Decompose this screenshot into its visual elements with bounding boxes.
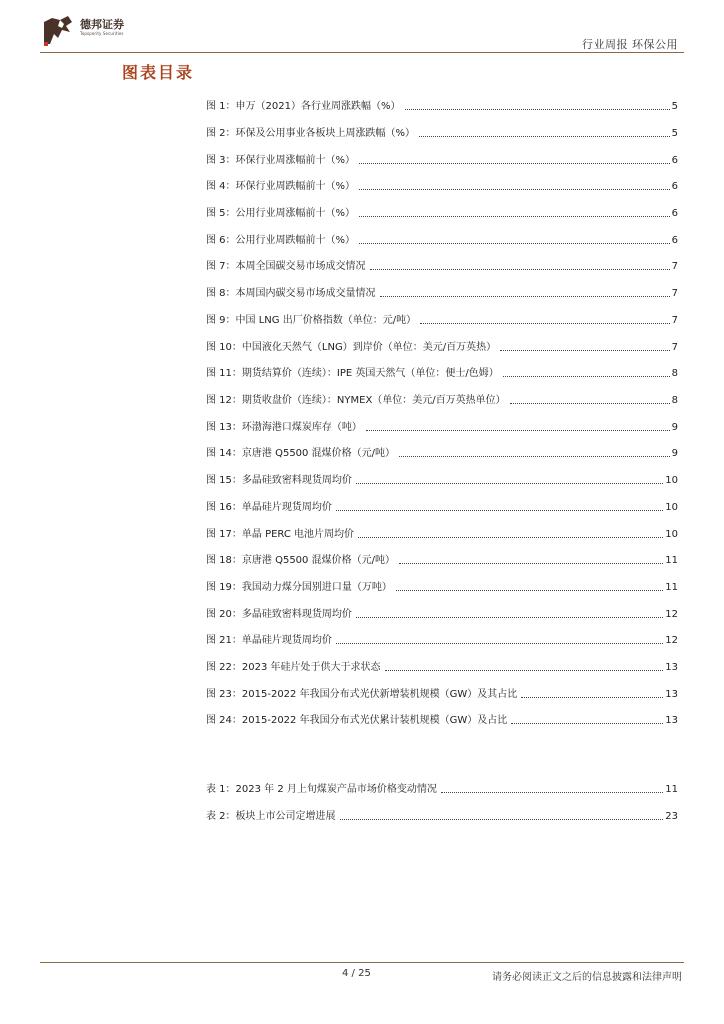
toc-entry-figure-24[interactable] [206,713,678,727]
toc-entry-page: 10 [665,529,678,540]
toc-entry-figure-19[interactable] [206,580,678,594]
toc-entry-label: 图 3：环保行业周涨幅前十（%） [206,155,356,166]
toc-entry-label: 图 17：单晶 PERC 电池片周均价 [206,529,355,540]
toc-dot-leader [419,136,670,137]
toc-entry-figure-14[interactable] [206,446,678,460]
toc-dot-leader [500,350,670,351]
toc-entry-figure-17[interactable] [206,527,678,541]
toc-entry-figure-12[interactable] [206,393,678,407]
toc-entry-figure-16[interactable] [206,500,678,514]
toc-dot-leader [359,189,670,190]
toc-entry-page: 11 [665,582,678,593]
toc-entry-label: 表 1：2023 年 2 月上旬煤炭产品市场价格变动情况 [206,784,437,795]
toc-entry-page: 6 [671,235,678,246]
toc-entry-label: 图 10：中国液化天然气（LNG）到岸价（单位：美元/百万英热） [206,342,497,353]
toc-entry-figure-11[interactable] [206,366,678,380]
toc-dot-leader [399,456,670,457]
toc-entry-figure-7[interactable] [206,259,678,273]
toc-entry-label: 图 1：申万（2021）各行业周涨跌幅（%） [206,101,401,112]
company-name-en: Topsperity Securities [80,31,124,36]
toc-entry-page: 8 [671,368,678,379]
page-number: 4 / 25 [342,968,371,979]
legal-disclaimer: 请务必阅读正文之后的信息披露和法律声明 [492,972,682,983]
toc-entry-page: 9 [671,422,678,433]
company-name: 德邦证券 [80,18,124,31]
toc-entry-label: 图 14：京唐港 Q5500 混煤价格（元/吨） [206,448,395,459]
toc-entry-page: 8 [671,395,678,406]
toc-entry-figure-22[interactable] [206,660,678,674]
toc-dot-leader [521,697,663,698]
toc-entry-page: 6 [671,181,678,192]
toc-dot-leader [359,216,670,217]
toc-entry-label: 图 19：我国动力煤分国别进口量（万吨） [206,582,392,593]
toc-dot-leader [385,670,664,671]
toc-dot-leader [503,376,670,377]
toc-entry-label: 图 13：环渤海港口煤炭库存（吨） [206,422,362,433]
toc-entry-page: 12 [665,635,678,646]
toc-entry-figure-5[interactable] [206,206,678,220]
toc-entry-page: 9 [671,448,678,459]
toc-entry-label: 图 5：公用行业周涨幅前十（%） [206,208,356,219]
toc-entry-label: 图 4：环保行业周跌幅前十（%） [206,181,356,192]
toc-entry-page: 23 [665,811,678,822]
toc-entry-figure-6[interactable] [206,233,678,247]
toc-dot-leader [420,323,670,324]
toc-dot-leader [340,819,664,820]
toc-entry-figure-4[interactable] [206,179,678,193]
toc-dot-leader [370,269,670,270]
toc-entry-figure-8[interactable] [206,286,678,300]
toc-dot-leader [366,430,670,431]
toc-dot-leader [359,163,670,164]
toc-dot-leader [405,109,670,110]
toc-entry-label: 图 2：环保及公用事业各板块上周涨跌幅（%） [206,128,416,139]
toc-entry-figure-1[interactable] [206,99,678,113]
toc-entry-page: 13 [665,662,678,673]
footer-divider [40,962,684,963]
toc-entry-label: 图 11：期货结算价（连续）：IPE 英国天然气（单位：便士/色姆） [206,368,499,379]
toc-dot-leader [380,296,670,297]
toc-entry-page: 7 [671,261,678,272]
toc-entry-label: 图 24：2015-2022 年我国分布式光伏累计装机规模（GW）及占比 [206,715,508,726]
toc-dot-leader [356,617,663,618]
toc-entry-page: 5 [671,128,678,139]
toc-entry-page: 11 [665,555,678,566]
toc-entry-figure-15[interactable] [206,473,678,487]
toc-entry-page: 7 [671,315,678,326]
toc-entry-page: 12 [665,609,678,620]
toc-entry-label: 图 12：期货收盘价（连续）：NYMEX（单位：美元/百万英热单位） [206,395,506,406]
toc-entry-figure-9[interactable] [206,313,678,327]
toc-entry-label: 图 8：本周国内碳交易市场成交量情况 [206,288,376,299]
toc-entry-page: 13 [665,689,678,700]
toc-entry-figure-20[interactable] [206,607,678,621]
toc-entry-label: 图 16：单晶硅片现货周均价 [206,502,332,513]
toc-entry-label: 图 22：2023 年硅片处于供大于求状态 [206,662,381,673]
toc-entry-figure-23[interactable] [206,687,678,701]
toc-dot-leader [441,792,663,793]
toc-entry-label: 图 7：本周全国碳交易市场成交情况 [206,261,366,272]
toc-entry-label: 图 9：中国 LNG 出厂价格指数（单位：元/吨） [206,315,417,326]
toc-entry-page: 11 [665,784,678,795]
toc-entry-page: 13 [665,715,678,726]
toc-entry-label: 图 23：2015-2022 年我国分布式光伏新增装机规模（GW）及其占比 [206,689,518,700]
toc-entry-label: 图 20：多晶硅致密料现货周均价 [206,609,352,620]
toc-entry-label: 表 2：板块上市公司定增进展 [206,811,336,822]
toc-entry-figure-3[interactable] [206,153,678,167]
toc-entry-page: 7 [671,342,678,353]
toc-entry-figure-10[interactable] [206,340,678,354]
toc-entry-page: 10 [665,475,678,486]
toc-entry-figure-2[interactable] [206,126,678,140]
toc-dot-leader [356,483,663,484]
toc-dot-leader [358,537,663,538]
toc-dot-leader [399,563,663,564]
toc-entry-table-1[interactable] [206,782,678,796]
toc-entry-table-2[interactable] [206,809,678,823]
toc-dot-leader [396,590,663,591]
toc-entry-figure-18[interactable] [206,553,678,567]
report-type: 行业周报 环保公用 [582,38,678,51]
toc-dot-leader [359,243,670,244]
toc-entry-page: 6 [671,208,678,219]
toc-dot-leader [510,403,670,404]
toc-entry-figure-13[interactable] [206,420,678,434]
toc-entry-page: 10 [665,502,678,513]
toc-dot-leader [336,643,663,644]
toc-dot-leader [511,723,663,724]
company-logo [40,14,170,50]
toc-entry-label: 图 18：京唐港 Q5500 混煤价格（元/吨） [206,555,395,566]
toc-entry-page: 5 [671,101,678,112]
toc-entry-label: 图 21：单晶硅片现货周均价 [206,635,332,646]
toc-entry-label: 图 6：公用行业周跌幅前十（%） [206,235,356,246]
section-title: 图表目录 [122,63,195,82]
toc-dot-leader [336,510,663,511]
toc-entry-figure-21[interactable] [206,633,678,647]
toc-entry-label: 图 15：多晶硅致密料现货周均价 [206,475,352,486]
toc-entry-page: 6 [671,155,678,166]
header-divider [40,52,684,53]
logo-mark-icon [40,14,76,48]
toc-entry-page: 7 [671,288,678,299]
